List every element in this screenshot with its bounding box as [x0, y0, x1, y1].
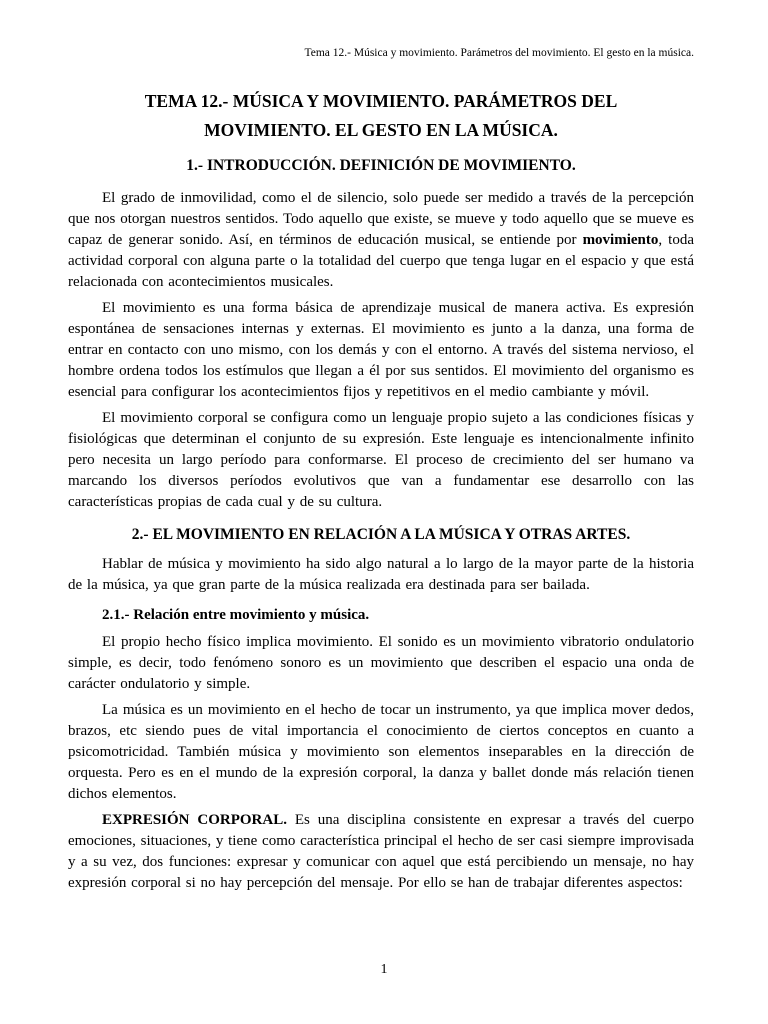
paragraph-intro-1: [68, 188, 694, 293]
subsection-2-1-heading: 2.1.- Relación entre movimiento y música.: [102, 607, 370, 623]
paragraph-intro-2: El movimiento es una forma básica de aprendizaje musical de manera activa. Es expresión espontánea de sensaciones internas y externas. El movimiento es junto a la danza, una forma de entrar en contacto con uno mismo, con los demás y con el entorno. A través del sistema nervioso, el hombre ordena todos los estímulos que llegan a él por sus sentidos. El movimiento del organismo es esencial para configurar los acontecimientos fijos y repetitivos en el medio cambiante y móvil.: [68, 300, 694, 400]
bold-run-expresion-corporal: EXPRESIÓN CORPORAL.: [102, 812, 287, 828]
running-header: Tema 12.- Música y movimiento. Parámetros del movimiento. El gesto en la música.: [304, 47, 694, 59]
page-number: 1: [380, 962, 388, 977]
paragraph-subsection21-2: La música es un movimiento en el hecho de tocar un instrumento, ya que implica mover dedos, brazos, etc siendo pues de vital importancia el conocimiento de ciertos conceptos en cuanto a psicomotricidad. También música y movimiento son elementos inseparables en la dirección de orquesta. Pero es en el mundo de la expresión corporal, la danza y ballet donde más relación tienen dichos elementos.: [68, 702, 694, 802]
paragraph-section2-1: Hablar de música y movimiento ha sido algo natural a lo largo de la mayor parte de la historia de la música, ya que gran parte de la música realizada era destinada para ser bailada.: [68, 556, 694, 593]
bold-run-movimiento: movimiento: [582, 232, 659, 248]
section-1-heading: 1.- INTRODUCCIÓN. DEFINICIÓN DE MOVIMIENTO.: [186, 157, 576, 174]
section-2-heading: 2.- EL MOVIMIENTO EN RELACIÓN A LA MÚSICA Y OTRAS ARTES.: [131, 526, 631, 543]
document-title: TEMA 12.- MÚSICA Y MOVIMIENTO. PARÁMETROS DEL MOVIMIENTO. EL GESTO EN LA MÚSICA.: [144, 91, 618, 140]
text-run: , toda actividad corporal con alguna parte o la totalidad del cuerpo que tenga lugar en el espacio y que está relacionada con acontecimientos musicales.: [68, 232, 695, 290]
paragraph-intro-3: El movimiento corporal se configura como un lenguaje propio sujeto a las condiciones físicas y fisiológicas que determinan el conjunto de su expresión. Este lenguaje es intencionalmente infinito pero necesita un largo período para conformarse. El proceso de crecimiento del ser humano va marcando los diversos períodos evolutivos que van a fundamentar ese desarrollo con las características propias de cada cual y de su cultura.: [68, 410, 694, 510]
paragraph-subsection21-1: El propio hecho físico implica movimiento. El sonido es un movimiento vibratorio ondulatorio simple, es decir, todo fenómeno sonoro es un movimiento que describen el espacio una onda de carácter ondulatorio y simple.: [68, 634, 694, 692]
paragraph-expresion-corporal: [68, 810, 694, 894]
text-run: El grado de inmovilidad, como el de silencio, solo puede ser medido a través de la percepción que nos otorgan nuestros sentidos. Todo aquello que existe, se mueve y todo aquello que se mueve es capaz de generar sonido. Así, en términos de educación musical, se entiende por: [68, 190, 694, 248]
text-run: Es una disciplina consistente en expresar a través del cuerpo emociones, situaciones, y tiene como característica principal el hecho de ser casi siempre improvisada y a su vez, dos funciones: expresar y comunicar con aquel que está percibiendo un mensaje, no hay expresión corporal si no hay percepción del mensaje. Por ello se han de trabajar diferentes aspectos:: [68, 812, 694, 891]
